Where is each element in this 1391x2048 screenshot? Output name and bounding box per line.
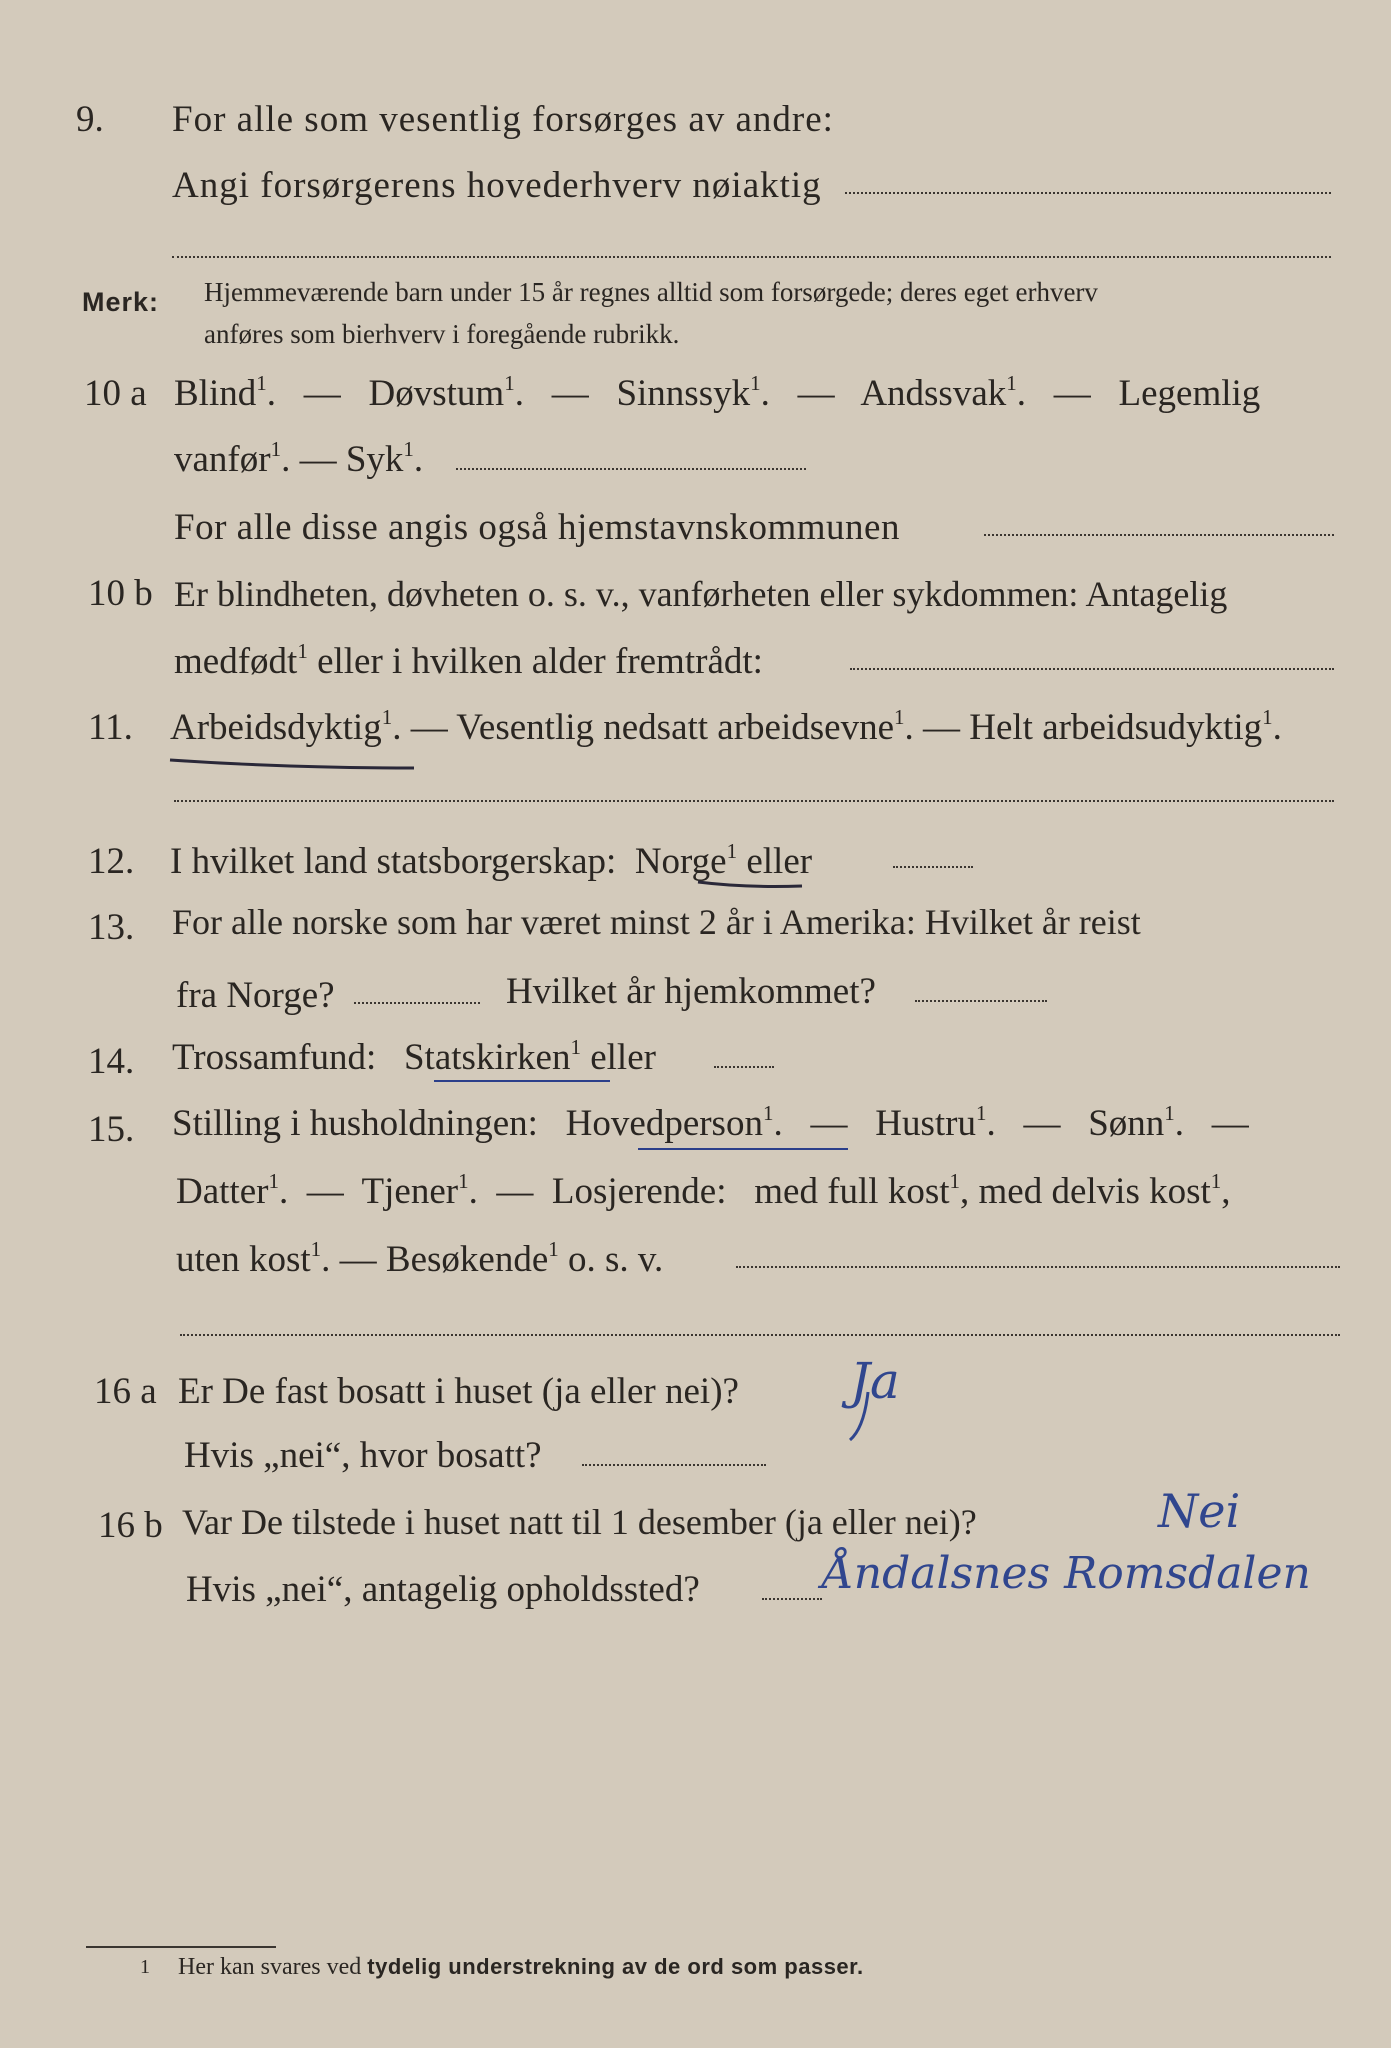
q12-line: I hvilket land statsborgerskap: Norge$^1$ eller [170,839,813,882]
q10a-answer-field[interactable] [456,468,806,470]
option-hustru[interactable]: Hustru [875,1103,976,1144]
q10a-line1: Blind$^1$. — Døvstum$^1$. — Sinnssyk$^1$. — Andssvak$^1$. — Legemlig [174,371,1261,414]
option-syk[interactable]: Syk [345,439,404,480]
option-dovstum[interactable]: Døvstum [368,373,505,414]
option-sinnssyk[interactable]: Sinnssyk [616,373,751,414]
option-blind[interactable]: Blind [174,373,257,414]
q12-answer-field[interactable] [893,866,973,868]
merk-line1: Hjemmeværende barn under 15 år regnes alltid som forsørgede; deres eget erhverv [204,277,1098,307]
option-med-full-kost[interactable]: med full kost [754,1171,950,1212]
q14-line: Trossamfund: Statskirken$^1$ eller [172,1035,656,1078]
merk-label: Merk: [82,287,160,317]
q15-answer-field-2[interactable] [180,1334,1340,1336]
option-norge[interactable]: Norge [634,841,727,882]
q10b-answer-field[interactable] [850,668,1334,670]
q11-line1: Arbeidsdyktig$^1$. — Vesentlig nedsatt arbeidsevne$^1$. — Helt arbeidsudyktig$^1$. [170,705,1282,748]
q16a-bosatt-field[interactable] [582,1464,766,1466]
q13-number: 13. [88,907,135,948]
q12-number: 12. [88,841,135,882]
q13-fra-norge: fra Norge? [176,975,335,1016]
q13-hjemkommet-field[interactable] [915,1000,1047,1002]
q15-number: 15. [88,1109,135,1150]
q14-number: 14. [88,1041,135,1082]
q16b-line2: Hvis „nei“, antagelig opholdssted? [186,1569,700,1610]
q15-answer-field[interactable] [736,1266,1340,1268]
option-udyktig[interactable]: Helt arbeidsudyktig [969,707,1263,748]
footnote: Her kan svares ved tydelig understrekning av de ord som passer. [178,1954,864,1980]
q11-number: 11. [88,707,133,748]
q16b-answer[interactable]: Nei [1158,1484,1241,1538]
merk-line2: anføres som bierhverv i foregående rubrikk. [204,319,680,349]
q14-underline-mark [434,1080,610,1082]
q16a-handwriting-tail [838,1388,878,1448]
q16a-line1: Er De fast bosatt i huset (ja eller nei)? [178,1371,739,1412]
option-tjener[interactable]: Tjener [361,1171,459,1212]
option-statskirken[interactable]: Statskirken [403,1037,571,1078]
q9-answer-field[interactable] [845,192,1331,194]
option-besokende[interactable]: Besøkende [385,1239,549,1280]
q16b-line1: Var De tilstede i huset natt til 1 desember (ja eller nei)? [182,1502,977,1542]
q9-line1: For alle som vesentlig forsørges av andre: [172,99,834,140]
q13-reist-field[interactable] [354,1002,480,1004]
q16b-number: 16 b [98,1505,163,1546]
q14-answer-field[interactable] [714,1066,774,1068]
q13-hjemkommet: Hvilket år hjemkommet? [506,971,876,1012]
q16b-opholdssted-field[interactable] [762,1598,822,1600]
q11-answer-field[interactable] [174,800,1334,802]
q10a-line2: vanfør$^1$. — Syk$^1$. [174,437,424,480]
option-datter[interactable]: Datter [176,1171,269,1212]
q9-answer-field-2[interactable] [172,256,1331,258]
option-med-delvis-kost[interactable]: med delvis kost [978,1171,1211,1212]
option-vanfor[interactable]: vanfør [174,439,271,480]
q16a-answer[interactable]: Ja [850,1352,900,1410]
footnote-rule [86,1946,276,1948]
q10a-number: 10 a [84,373,147,414]
q15-line1: Stilling i husholdningen: Hovedperson$^1$. — Hustru$^1$. — Sønn$^1$. — [172,1101,1249,1144]
option-hovedperson[interactable]: Hovedperson [565,1103,763,1144]
option-andssvak[interactable]: Andssvak [860,373,1007,414]
option-medfodt[interactable]: medfødt [174,641,298,682]
q10a-line3: For alle disse angis også hjemstavnskommunen [174,507,900,548]
q15-line3: uten kost$^1$. — Besøkende$^1$ o. s. v. [176,1237,664,1280]
q10a-hjemstavn-field[interactable] [984,534,1334,536]
q11-underline-mark [168,754,418,774]
q9-number: 9. [76,99,104,140]
option-nedsatt[interactable]: Vesentlig nedsatt arbeidsevne [456,707,894,748]
q10b-line2: medfødt$^1$ eller i hvilken alder fremtrådt: [174,639,763,682]
option-sonn[interactable]: Sønn [1088,1103,1165,1144]
q9-line2: Angi forsørgerens hovederhverv nøiaktig [172,165,822,206]
footnote-mark: 1 [140,1956,150,1978]
q12-underline-mark [696,878,806,892]
q15-line2: Datter$^1$. — Tjener$^1$. — Losjerende: med full kost$^1$, med delvis kost$^1$, [176,1169,1231,1212]
option-legemlig[interactable]: Legemlig [1118,373,1261,414]
q10b-line1: Er blindheten, døvheten o. s. v., vanførheten eller sykdommen: Antagelig [174,574,1228,614]
q16a-line2: Hvis „nei“, hvor bosatt? [184,1435,542,1476]
option-uten-kost[interactable]: uten kost [176,1239,311,1280]
q13-line1: For alle norske som har været minst 2 år i Amerika: Hvilket år reist [172,902,1141,942]
option-arbeidsdyktig[interactable]: Arbeidsdyktig [170,707,382,748]
q10b-number: 10 b [88,573,153,614]
q16b-opholdssted-answer[interactable]: Åndalsnes Romsdalen [822,1548,1311,1599]
q15-underline-mark [638,1148,848,1150]
q16a-number: 16 a [94,1371,157,1412]
